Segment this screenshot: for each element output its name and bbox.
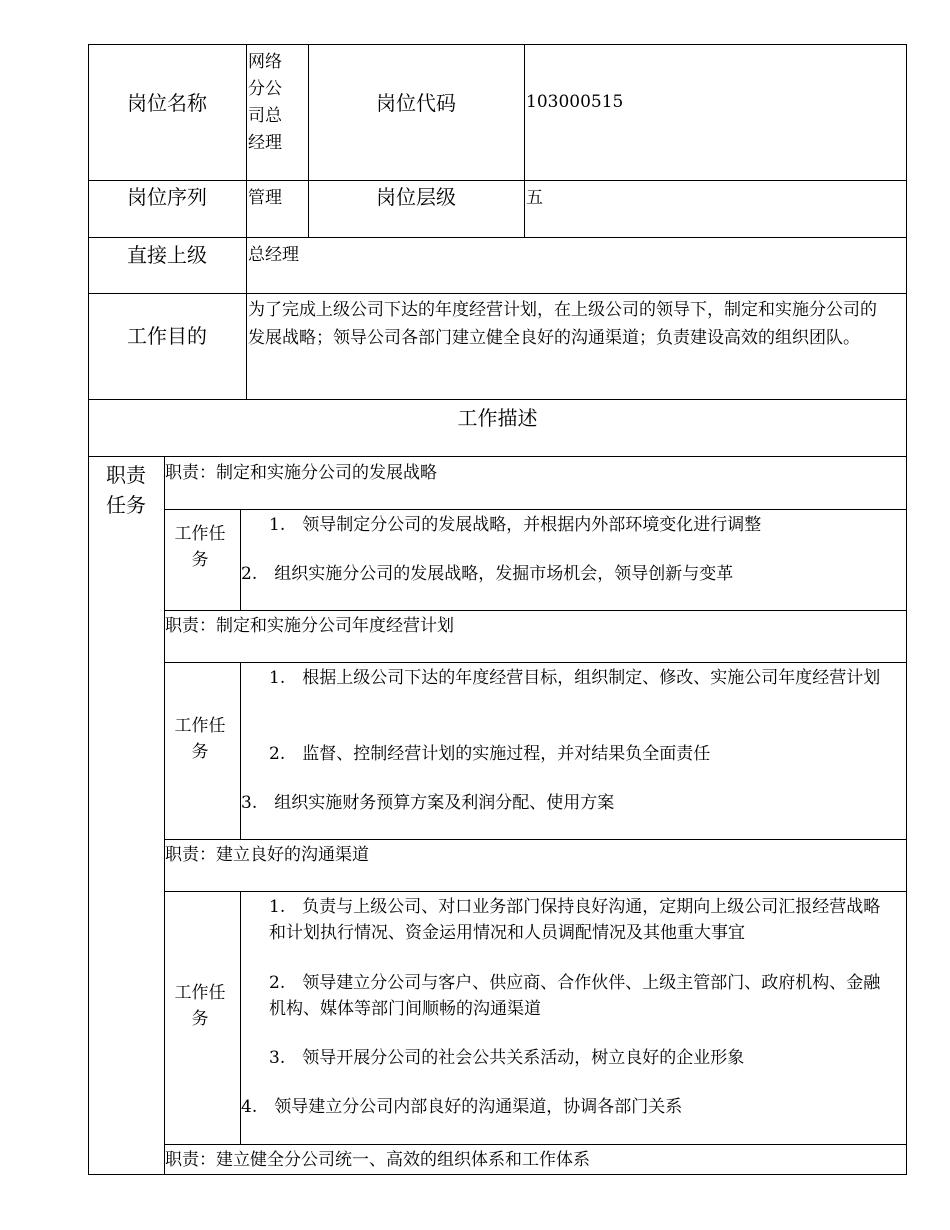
col-divider <box>240 509 241 610</box>
level-value: 五 <box>526 188 543 208</box>
sequence-value: 管理 <box>248 188 282 208</box>
row-divider <box>164 1144 907 1145</box>
sequence-label: 岗位序列 <box>127 185 207 209</box>
position-code-value: 103000515 <box>526 92 624 112</box>
row-divider <box>164 839 907 840</box>
duty-title: 职责：制定和实施分公司年度经营计划 <box>165 616 454 636</box>
col-divider <box>164 456 165 1175</box>
row-divider <box>88 399 907 400</box>
purpose-value: 为了完成上级公司下达的年度经营计划，在上级公司的领导下，制定和实施分公司的发展战略；领导公司各部门建立健全良好的沟通渠道；负责建设高效的组织团队。 <box>248 300 877 348</box>
task-label: 工作任务 <box>174 716 226 762</box>
task-item: 2. 组织实施分公司的发展战略，发掘市场机会，领导创新与变革 <box>241 564 734 584</box>
duty-title: 职责：建立良好的沟通渠道 <box>165 845 369 865</box>
row-divider <box>164 662 907 663</box>
duty-label: 职责任务 <box>106 463 146 517</box>
position-name-label: 岗位名称 <box>127 91 207 115</box>
task-item: 2. 领导建立分公司与客户、供应商、合作伙伴、上级主管部门、政府机构、金融机构、媒体等部门间顺畅的沟通渠道 <box>269 973 881 1019</box>
superior-label: 直接上级 <box>127 243 207 267</box>
row-divider <box>88 456 907 457</box>
task-label: 工作任务 <box>174 983 226 1029</box>
row-divider <box>164 509 907 510</box>
row-divider <box>164 891 907 892</box>
task-label: 工作任务 <box>174 524 226 570</box>
row-divider <box>88 293 907 294</box>
position-code-label: 岗位代码 <box>376 91 456 115</box>
duty-title: 职责：建立健全分公司统一、高效的组织体系和工作体系 <box>165 1150 590 1170</box>
task-item: 1. 领导制定分公司的发展战略，并根据内外部环境变化进行调整 <box>269 515 762 535</box>
duty-title: 职责：制定和实施分公司的发展战略 <box>165 463 437 483</box>
col-divider <box>524 44 525 237</box>
position-name-value: 网络分公司总经理 <box>248 52 282 153</box>
section-title: 工作描述 <box>457 406 538 430</box>
superior-value: 总经理 <box>248 245 299 265</box>
row-divider <box>164 610 907 611</box>
task-item: 4. 领导建立分公司内部良好的沟通渠道，协调各部门关系 <box>241 1097 683 1117</box>
task-item: 1. 根据上级公司下达的年度经营目标，组织制定、修改、实施公司年度经营计划 <box>269 668 881 688</box>
task-item: 3. 领导开展分公司的社会公共关系活动，树立良好的企业形象 <box>269 1048 745 1068</box>
task-item: 1. 负责与上级公司、对口业务部门保持良好沟通，定期向上级公司汇报经营战略和计划执行情况、资金运用情况和人员调配情况及其他重大事宜 <box>269 897 881 943</box>
level-label: 岗位层级 <box>376 185 456 209</box>
task-item: 3. 组织实施财务预算方案及利润分配、使用方案 <box>241 793 615 813</box>
col-divider <box>246 44 247 399</box>
row-divider <box>88 237 907 238</box>
task-item: 2. 监督、控制经营计划的实施过程，并对结果负全面责任 <box>269 744 711 764</box>
purpose-label: 工作目的 <box>127 324 207 348</box>
row-divider <box>88 180 907 181</box>
